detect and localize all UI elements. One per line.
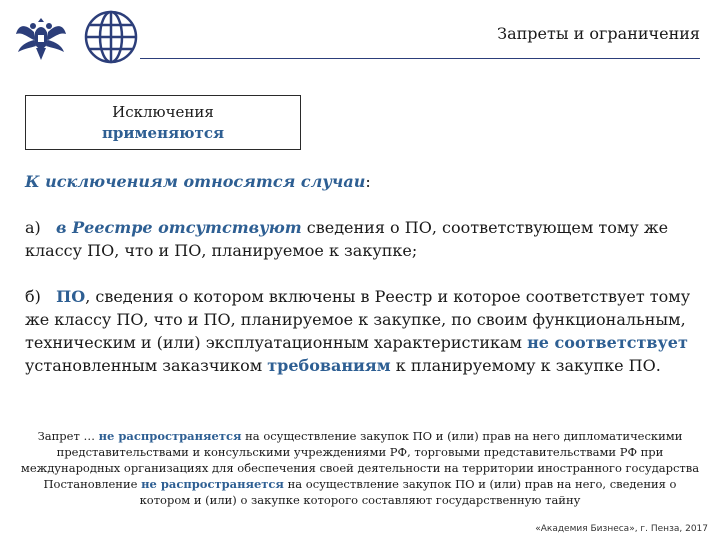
note-2-pre: Постановление xyxy=(43,477,142,491)
slide-header xyxy=(0,0,720,75)
note-1-bold: не распространяется xyxy=(98,429,242,443)
item-a-marker: а) xyxy=(25,218,41,237)
note-2-rest: на осуществление закупок ПО и (или) прав на него, сведения о котором и (или) о закупке которого составляют государственную тайну xyxy=(139,477,677,507)
item-b-marker: б) xyxy=(25,287,41,306)
item-b-text1: , сведения о котором включены в Реестр и которое соответствует тому же классу ПО, что и ПО, планируемое к закупке, по своим функциональным, техническим и (или) эксплуатационным характеристикам xyxy=(25,287,691,352)
item-b xyxy=(25,285,705,377)
item-b-bold1: ПО xyxy=(56,287,86,306)
item-b-bold2: не соответствует xyxy=(527,333,688,352)
notes xyxy=(20,428,700,508)
note-2 xyxy=(20,476,700,508)
item-a-bold: в Реестре отсутствуют xyxy=(56,218,302,237)
globe-icon xyxy=(82,8,140,66)
intro-bold: К исключениям относятся случаи xyxy=(25,172,366,191)
intro-line xyxy=(25,170,705,193)
note-1 xyxy=(20,428,700,476)
item-b-bold3: требованиям xyxy=(267,356,391,375)
exceptions-status: применяются xyxy=(101,124,225,142)
exceptions-label: Исключения xyxy=(112,103,214,121)
intro-rest: : xyxy=(365,172,371,191)
item-a xyxy=(25,216,705,262)
main-text xyxy=(25,170,705,377)
exceptions-box xyxy=(25,95,301,150)
note-2-bold: не распространяется xyxy=(141,477,284,491)
double-headed-eagle-icon xyxy=(12,8,70,66)
item-b-text3: к планируемому к закупке ПО. xyxy=(390,356,661,375)
page-title: Запреты и ограничения xyxy=(497,24,700,43)
item-b-text2: установленным заказчиком xyxy=(25,356,268,375)
note-1-rest: на осуществление закупок ПО и (или) прав на него дипломатическими представительствами и консульскими учреждениями РФ, торговыми представительствами РФ при международных организациях для обеспечения своей деятельности на территории иностранного государства xyxy=(20,429,700,475)
item-a-rest: сведения о ПО, соответствующем тому же классу ПО, что и ПО, планируемое к закупке; xyxy=(25,218,669,260)
footer-credit: «Академия Бизнеса», г. Пенза, 2017 xyxy=(535,524,708,534)
header-divider xyxy=(140,58,700,59)
note-1-pre: Запрет … xyxy=(37,429,99,443)
